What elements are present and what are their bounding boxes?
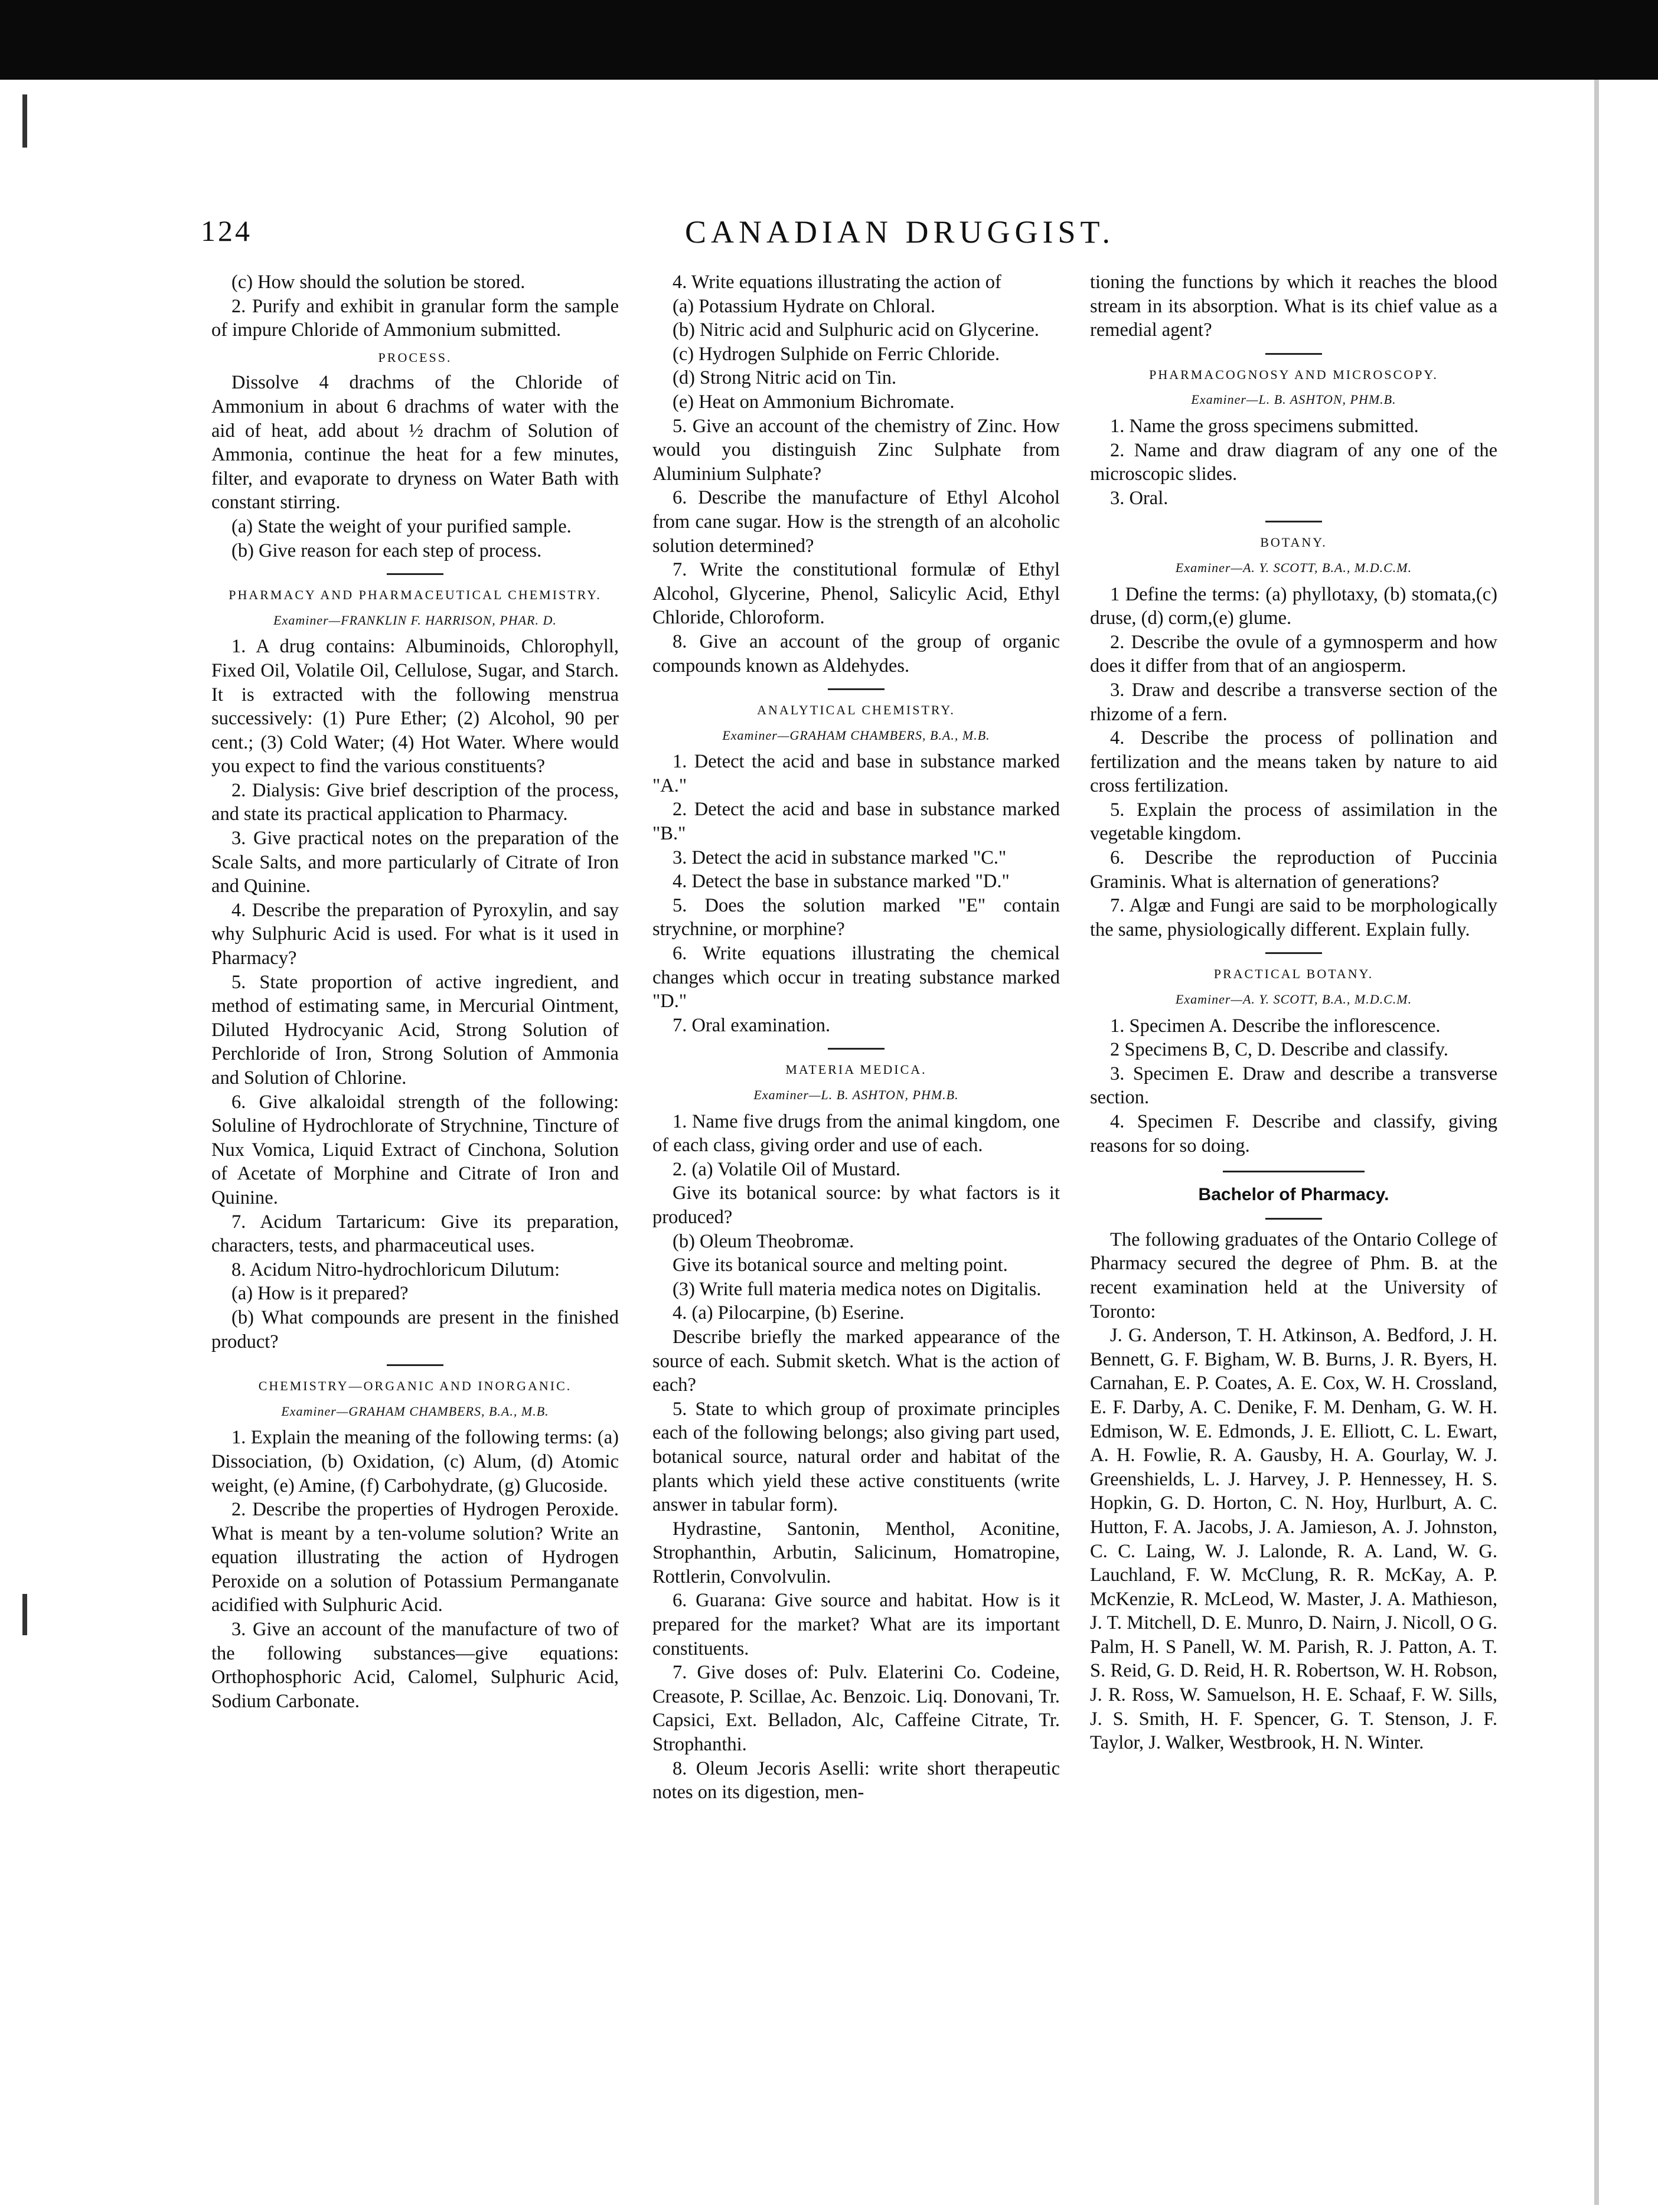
section-divider [387,573,443,575]
paragraph: (a) State the weight of your purified sample. [231,515,572,537]
column-1 [211,270,619,1713]
examiner-line: Examiner—L. B. ASHTON, PHM.B. [753,1087,959,1102]
examiner-line: Examiner—GRAHAM CHAMBERS, B.A., M.B. [281,1403,549,1419]
sub-question: (d) Strong Nitric acid on Tin. [673,367,897,389]
page-binding-edge [1594,80,1599,2205]
section-heading: PROCESS. [378,349,452,365]
paragraph: Give its botanical source: by what factors is it produced? [652,1182,1060,1228]
question: 2. Describe the ovule of a gymnosperm and how does it differ from that of an angiosperm. [1090,631,1497,677]
question: 1. Explain the meaning of the following terms: (a) Dissociation, (b) Oxidation, (c) Alum, (d) Atomic weight, (e) Amine, (f) Carbohydrate, (g) Glucoside. [211,1427,619,1497]
section-heading-bachelor: Bachelor of Pharmacy. [1198,1185,1389,1205]
question: 5. Does the solution marked "E" contain strychnine, or morphine? [652,894,1060,940]
question: 1 Define the terms: (a) phyllotaxy, (b) stomata,(c) druse, (d) corm,(e) glume. [1090,583,1497,629]
sub-question: (a) Potassium Hydrate on Chloral. [673,295,935,317]
question: 1. A drug contains: Albuminoids, Chlorophyll, Fixed Oil, Volatile Oil, Cellulose, Sugar, and Starch. It is extracted with the following menstrua successively: (1) Pure Ether; (2) Alcohol, 90 per cent.; (3) Cold Water; (4) Hot Water. Where would you expect to find the various constituents? [211,636,619,777]
question: 1. Detect the acid and base in substance marked "A." [652,751,1060,796]
sub-question: (b) Nitric acid and Sulphuric acid on Glycerine. [673,319,1039,341]
section-divider [1265,952,1322,954]
scan-top-band [0,0,1658,80]
sub-question: (b) What compounds are present in the finished product? [211,1306,619,1352]
section-divider [1223,1171,1365,1172]
question: 3. Specimen E. Draw and describe a transverse section. [1090,1063,1497,1109]
question: 2. Describe the properties of Hydrogen Peroxide. What is meant by a ten-volume solution? Write an equation illustrating the action of Hydrogen Peroxide on a solution of Potassium Permanganate acidified with Sulphuric Acid. [211,1499,619,1616]
question: 1. Name five drugs from the animal kingdom, one of each class, giving order and use of each. [652,1110,1060,1156]
question: 6. Guarana: Give source and habitat. How is it prepared for the market? What are its important constituents. [652,1590,1060,1659]
question: (3) Write full materia medica notes on Digitalis. [673,1278,1042,1300]
question: 6. Describe the reproduction of Puccinia Graminis. What is alternation of generations? [1090,847,1497,893]
paragraph: (b) Give reason for each step of process. [231,540,542,561]
examiner-line: Examiner—L. B. ASHTON, PHM.B. [1191,392,1396,407]
scan-edge-mark [22,1594,27,1635]
question: 2 Specimens B, C, D. Describe and classify. [1110,1039,1448,1061]
section-divider [387,1364,443,1366]
question: 1. Name the gross specimens submitted. [1110,415,1419,437]
paragraph: (c) How should the solution be stored. [231,272,526,293]
sub-question: (c) Hydrogen Sulphide on Ferric Chloride. [673,343,1000,365]
question: 5. Explain the process of assimilation in the vegetable kingdom. [1090,799,1497,845]
question: 8. Oleum Jecoris Aselli: write short therapeutic notes on its digestion, men- [652,1757,1060,1803]
question: 4. Describe the preparation of Pyroxylin, and say why Sulphuric Acid is used. For what is it used in Pharmacy? [211,899,619,969]
question: 2. Name and draw diagram of any one of the microscopic slides. [1090,439,1497,485]
paragraph: tioning the functions by which it reaches the blood stream in its absorption. What is its chief value as a remedial agent? [1090,272,1497,341]
question: 8. Give an account of the group of organic compounds known as Aldehydes. [652,630,1060,677]
column-2 [652,270,1060,1805]
question: 8. Acidum Nitro-hydrochloricum Dilutum: [231,1259,560,1280]
question: 4. Describe the process of pollination and fertilization and the means taken by nature to aid cross fertilization. [1090,727,1497,797]
question: 7. Write the constitutional formulæ of Ethyl Alcohol, Glycerine, Phenol, Salicylic Acid, Ethyl Chloride, Chloroform. [652,559,1060,629]
question: 3. Draw and describe a transverse section of the rhizome of a fern. [1090,679,1497,725]
question: 4. Write equations illustrating the action of [673,272,1001,293]
question: 5. State proportion of active ingredient, and method of estimating same, in Mercurial Ointment, Diluted Hydrocyanic Acid, Strong Solution of Perchloride of Iron, Strong Solution of Ammonia and Solution of Chlorine. [211,971,619,1089]
question: 4. Detect the base in substance marked "D." [673,871,1010,893]
running-title: CANADIAN DRUGGIST. [685,214,1115,250]
paragraph: The following graduates of the Ontario College of Pharmacy secured the degree of Phm. B. at the recent examination held at the University of Toronto: [1090,1228,1497,1322]
section-heading: PHARMACY AND PHARMACEUTICAL CHEMISTRY. [229,587,602,603]
question: 4. (a) Pilocarpine, (b) Eserine. [673,1302,905,1324]
paragraph: Describe briefly the marked appearance of the source of each. Submit sketch. What is the action of each? [652,1326,1060,1396]
sub-question: (e) Heat on Ammonium Bichromate. [673,391,955,413]
section-heading: MATERIA MEDICA. [785,1062,927,1077]
question: 6. Write equations illustrating the chemical changes which occur in treating substance marked "D." [652,943,1060,1012]
examiner-line: Examiner—FRANKLIN F. HARRISON, PHAR. D. [273,612,557,628]
scan-edge-mark [22,94,27,148]
examiner-line: Examiner—A. Y. SCOTT, B.A., M.D.C.M. [1175,560,1412,575]
section-heading: PHARMACOGNOSY AND MICROSCOPY. [1149,367,1438,382]
question: 5. Give an account of the chemistry of Zinc. How would you distinguish Zinc Sulphate from Aluminium Sulphate? [652,415,1060,485]
question: 6. Describe the manufacture of Ethyl Alcohol from cane sugar. How is the strength of an alcoholic solution determined? [652,487,1060,557]
section-heading: CHEMISTRY—ORGANIC AND INORGANIC. [258,1378,572,1394]
question: 4. Specimen F. Describe and classify, giving reasons for so doing. [1090,1111,1497,1156]
question: 7. Give doses of: Pulv. Elaterini Co. Codeine, Creasote, P. Scillae, Ac. Benzoic. Liq. Donovani, Tr. Capsici, Ext. Belladon, Alc, Caffeine Citrate, Tr. Strophanthi. [652,1662,1060,1756]
question: 7. Oral examination. [673,1014,831,1036]
section-divider [828,688,885,690]
sub-question: (b) Oleum Theobromæ. [673,1230,854,1252]
section-heading: ANALYTICAL CHEMISTRY. [757,703,955,718]
question: 3. Oral. [1110,487,1169,509]
section-divider [1265,353,1322,355]
question: 3. Give practical notes on the preparation of the Scale Salts, and more particularly of Citrate of Iron and Quinine. [211,828,619,897]
question: 6. Give alkaloidal strength of the following: Soluline of Hydrochlorate of Strychnine, Tincture of Nux Vomica, Liquid Extract of Cinchona, Solution of Acetate of Morphine and Citrate of Iron and Quinine. [211,1091,619,1208]
section-heading: BOTANY. [1260,535,1327,550]
question: 2. (a) Volatile Oil of Mustard. [673,1158,901,1180]
paragraph: 2. Purify and exhibit in granular form the sample of impure Chloride of Ammonium submitted. [211,295,619,341]
question: 2. Detect the acid and base in substance marked "B." [652,799,1060,845]
question: 3. Detect the acid in substance marked "C." [673,847,1007,868]
paragraph: Dissolve 4 drachms of the Chloride of Ammonium in about 6 drachms of water with the aid of heat, add about ½ drachm of Solution of Ammonia, continue the heat for a few minutes, filter, and evaporate to dryness on Water Bath with constant stirring. [211,372,619,514]
question: 2. Dialysis: Give brief description of the process, and state its practical application to Pharmacy. [211,779,619,825]
section-divider [1265,1218,1322,1220]
question: 5. State to which group of proximate principles each of the following belongs; also giving part used, botanical source, natural order and habitat of the plants which yield these active constituents (write answer in tabular form). [652,1398,1060,1516]
page-number: 124 [201,214,252,247]
section-divider [1265,521,1322,522]
examiner-line: Examiner—GRAHAM CHAMBERS, B.A., M.B. [722,727,990,743]
sub-question: (a) How is it prepared? [231,1283,409,1305]
question: 3. Give an account of the manufacture of two of the following substances—give equations: Orthophosphoric Acid, Calomel, Sulphuric Acid, Sodium Carbonate. [211,1619,619,1712]
section-divider [828,1048,885,1050]
examiner-line: Examiner—A. Y. SCOTT, B.A., M.D.C.M. [1175,992,1412,1007]
page-header [201,208,1588,261]
paragraph: Give its botanical source and melting point. [673,1254,1008,1276]
paragraph: Hydrastine, Santonin, Menthol, Aconitine, Strophanthin, Arbutin, Salicinum, Homatropine, Rottlerin, Convolvulin. [652,1518,1060,1587]
section-heading: PRACTICAL BOTANY. [1213,966,1374,982]
graduate-list: J. G. Anderson, T. H. Atkinson, A. Bedford, J. H. Bennett, G. F. Bigham, W. B. Burns, J. R. Byers, H. Carnahan, E. P. Coates, A. E. Cox, W. H. Crossland, E. F. Darby, A. C. Denike, F. M. Denham, G. W. H. Edmison, W. E. Edmonds, J. E. Elliott, C. L. Ewart, A. H. Fowlie, R. A. Gausby, H. A. Gourlay, W. J. Greenshields, L. J. Harvey, J. P. Hennessey, H. S. Hopkin, G. D. Horton, C. N. Hoy, Hurlburt, A. C. Hutton, F. A. Jacobs, J. A. Jamieson, A. J. Johnston, C. C. Laing, W. J. Lalonde, R. A. Land, W. G. Lauchland, F. W. McClung, R. R. McKay, A. P. McKenzie, R. McLeod, W. Master, J. A. Mathieson, J. T. Mitchell, D. E. Munro, D. Nairn, J. Nicoll, O G. Palm, H. S Panell, W. M. Parish, R. J. Patton, A. T. S. Reid, G. D. Reid, H. R. Robertson, W. H. Robson, J. R. Ross, W. Samuelson, H. E. Schaaf, F. W. Sills, J. S. Smith, H. F. Spencer, G. T. Stenson, J. F. Taylor, J. Walker, Westbrook, H. N. Winter. [1090,1325,1497,1754]
question: 7. Acidum Tartaricum: Give its preparation, characters, tests, and pharmaceutical uses. [211,1211,619,1257]
question: 1. Specimen A. Describe the inflorescence. [1110,1015,1441,1037]
question: 7. Algæ and Fungi are said to be morphologically the same, physiologically different. Explain fully. [1090,895,1497,940]
column-3 [1090,270,1497,1755]
